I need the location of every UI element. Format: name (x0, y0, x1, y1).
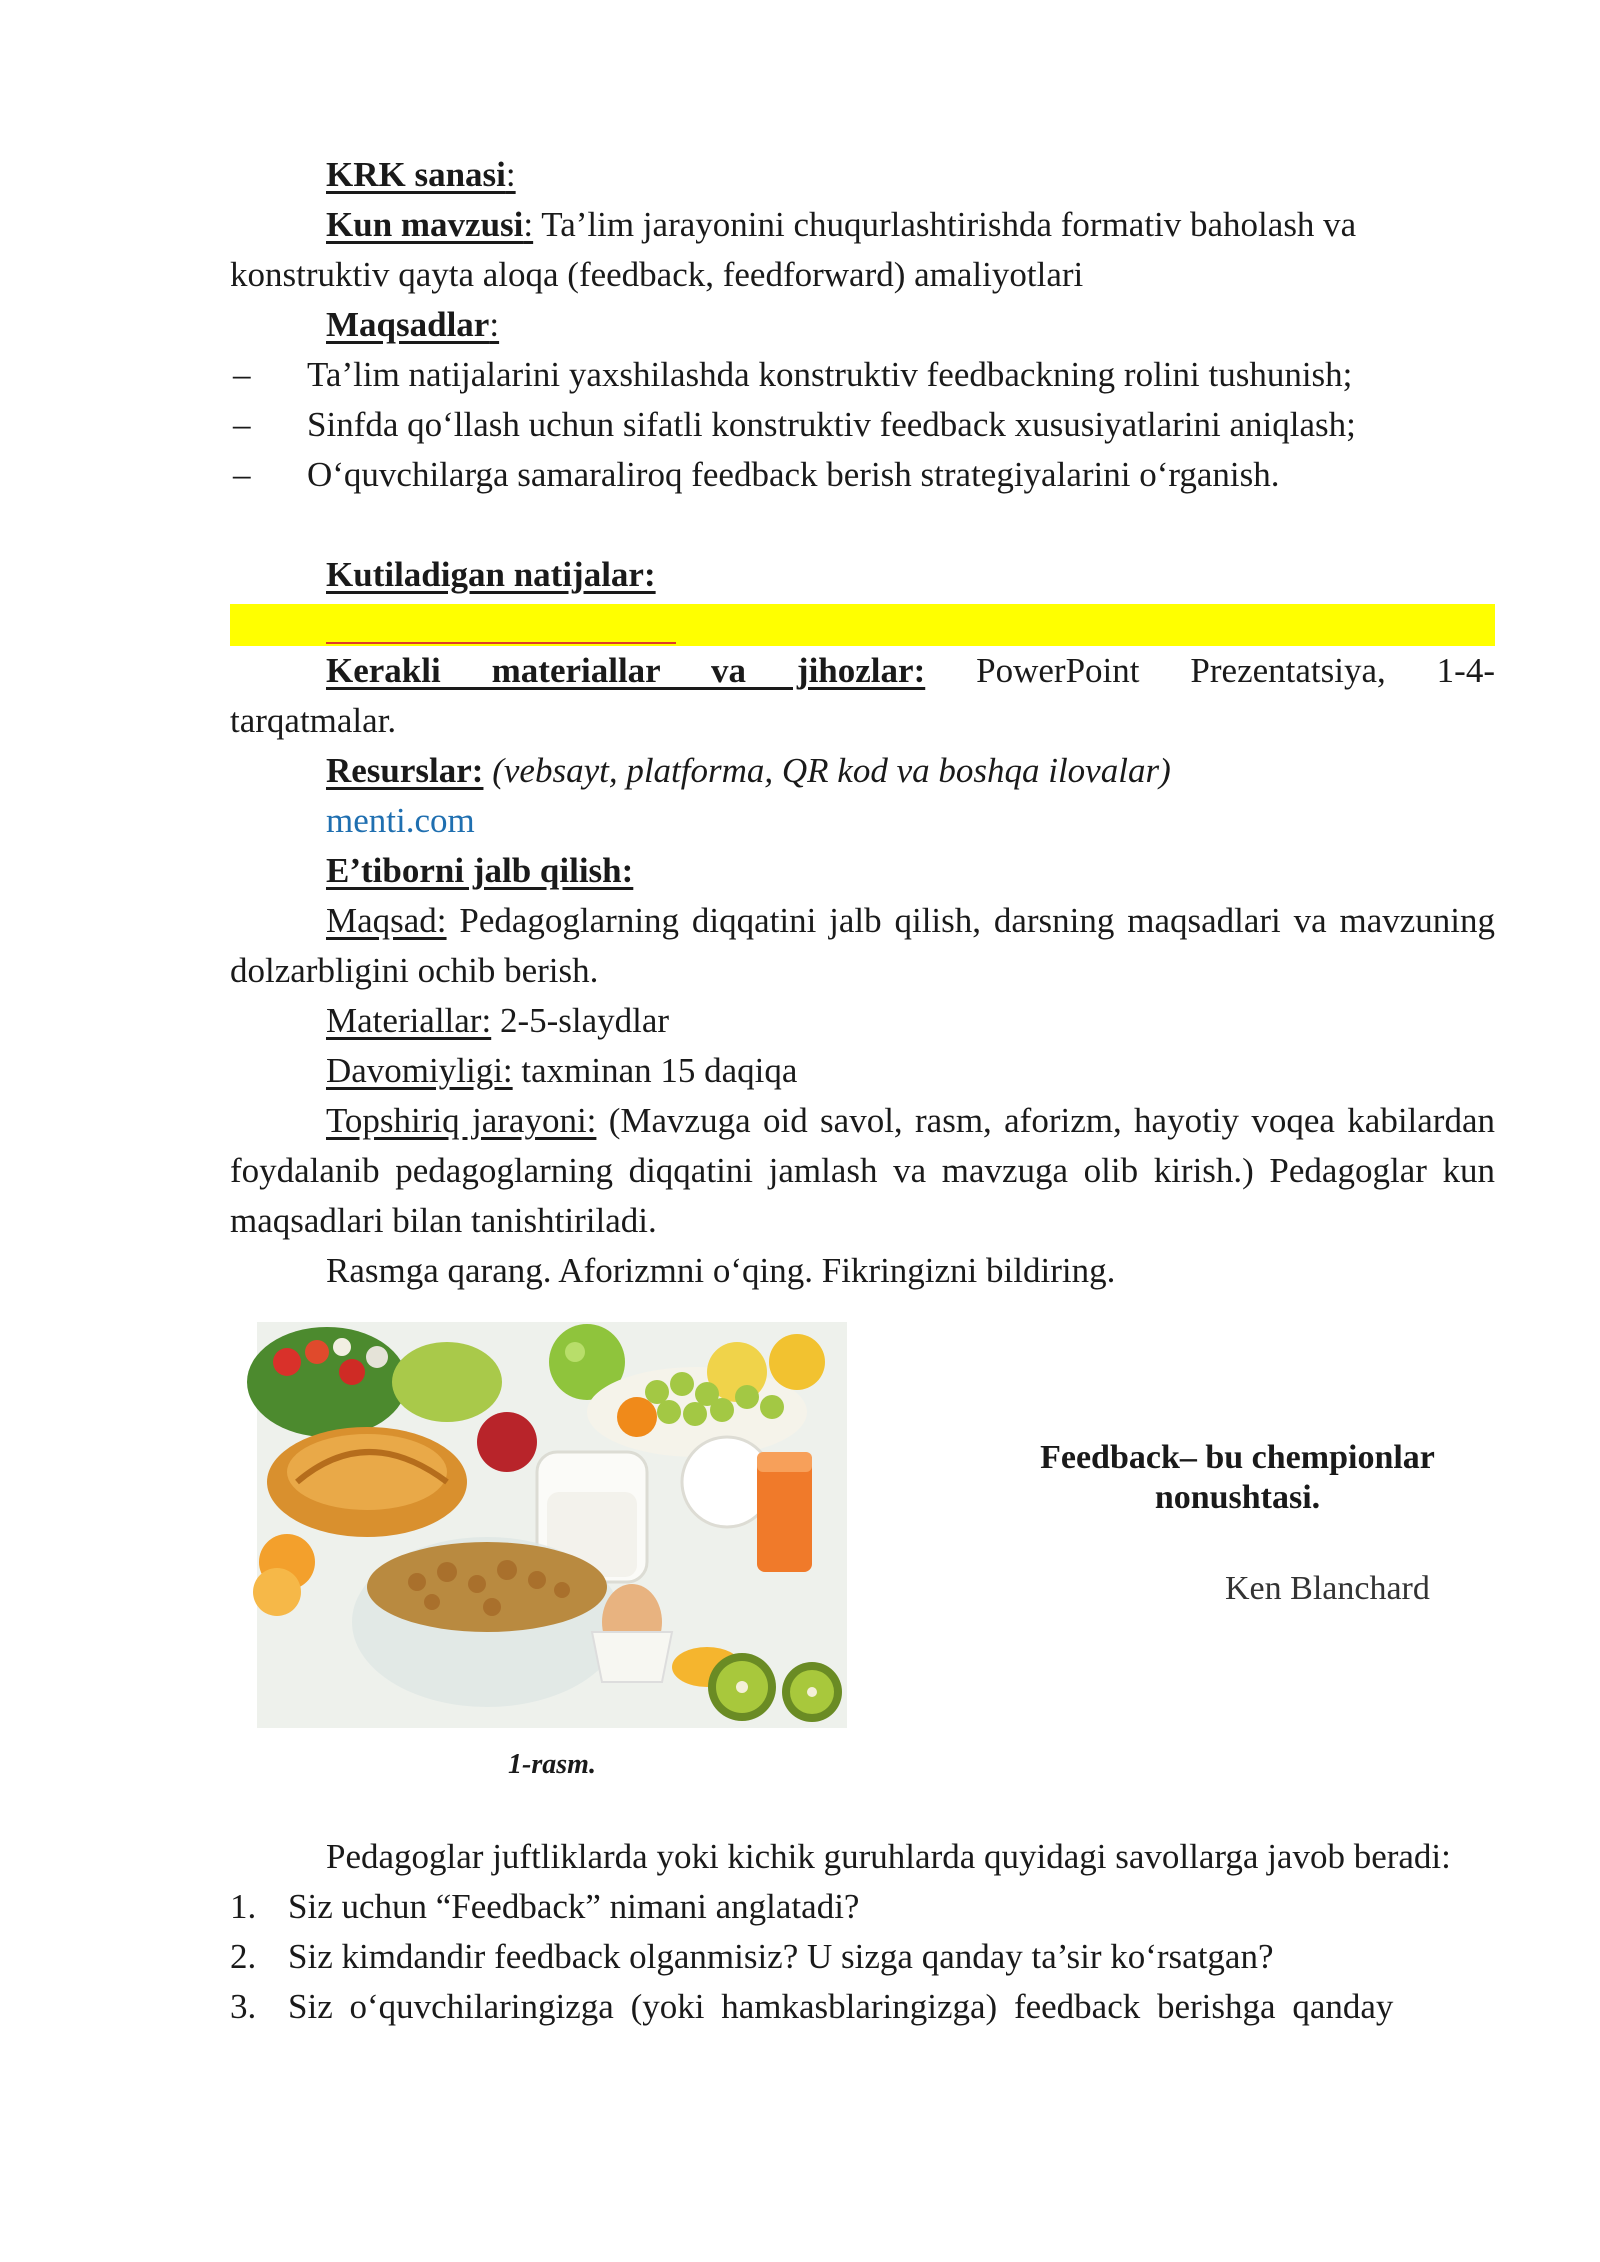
quote-line-1: Feedback– bu chempionlar (1040, 1439, 1435, 1476)
day-topic-label: Kun mavzusi (326, 205, 524, 244)
question-item (230, 1982, 1495, 2032)
goal-item: – O‘quvchilarga samaraliroq feedback berish strategiyalarini o‘rganish. (230, 450, 1495, 500)
aphorism-quote (950, 1438, 1525, 1518)
document-content (230, 150, 1495, 2032)
blank-line (230, 500, 1495, 550)
attention-heading (230, 846, 1495, 896)
goal-item: – Sinfda qo‘llash uchun sifatli konstruktiv feedback xususiyatlarini aniqlash; (230, 400, 1495, 450)
attention-process-label: Topshiriq jarayoni: (326, 1101, 597, 1140)
menti-link[interactable]: menti.com (326, 801, 475, 840)
attention-process-paragraph (230, 1096, 1495, 1246)
pairs-instruction: Pedagoglar juftliklarda yoki kichik guruhlarda quyidagi savollarga javob beradi: (326, 1837, 1451, 1876)
day-topic-colon: : (523, 205, 534, 244)
required-materials-label: Kerakli materiallar va jihozlar: (326, 651, 926, 690)
attention-materials-label: Materiallar: (326, 1001, 492, 1040)
expected-results-label: Kutiladigan natijalar: (326, 555, 656, 594)
red-underline (326, 642, 676, 644)
question-text: Siz o‘quvchilaringizga (yoki hamkasblaringizga) feedback berishga qanday (288, 1987, 1394, 2026)
goal-item: – Ta’lim natijalarini yaxshilashda konstruktiv feedbackning rolini tushunish; (230, 350, 1495, 400)
question-text: Siz kimdandir feedback olganmisiz? U sizga qanday ta’sir ko‘rsatgan? (288, 1937, 1274, 1976)
resources-line (230, 746, 1495, 796)
quote-line-2: nonushtasi. (1154, 1479, 1321, 1516)
day-topic-text: Ta’lim jarayonini chuqurlashtirishda formativ baholash va konstruktiv qayta aloqa (feedback, feedforward) amaliyotlari (230, 205, 1357, 294)
attention-goal-paragraph (230, 896, 1495, 996)
attention-duration-label: Davomiyligi: (326, 1051, 513, 1090)
question-item (230, 1882, 1495, 1932)
day-topic-paragraph (230, 200, 1495, 300)
krk-date-label: KRK sanasi (326, 155, 506, 194)
krk-date-line (230, 150, 1495, 200)
goals-label: Maqsadlar (326, 305, 490, 344)
goals-list (230, 350, 1495, 500)
figure-row (230, 1322, 1495, 1832)
question-item (230, 1932, 1495, 1982)
attention-goal-label: Maqsad: (326, 901, 447, 940)
goals-colon: : (489, 305, 500, 344)
question-number: 3. (230, 1987, 257, 2026)
question-number: 1. (230, 1887, 257, 1926)
breakfast-photo (257, 1322, 847, 1728)
attention-process-text: (Mavzuga oid savol, rasm, aforizm, hayotiy voqea kabilardan foydalanib pedagoglarning diqqatini jamlash va mavzuga olib kirish.) Pedagoglar kun maqsadlari bilan tanishtiriladi. (230, 1101, 1495, 1240)
attention-materials-text: 2-5-slaydlar (491, 1001, 670, 1040)
quote-author: Ken Blanchard (1225, 1570, 1430, 1607)
breakfast-illustration (257, 1322, 847, 1728)
resources-note: (vebsayt, platforma, QR kod va boshqa ilovalar) (483, 751, 1171, 790)
question-text: Siz uchun “Feedback” nimani anglatadi? (288, 1887, 860, 1926)
krk-date-colon: : (505, 155, 516, 194)
figure-caption: 1-rasm. (508, 1749, 596, 1780)
questions-list (230, 1882, 1495, 2032)
resource-link-line (230, 796, 1495, 846)
question-number: 2. (230, 1937, 257, 1976)
required-materials-text: PowerPoint Prezentatsiya, 1-4-tarqatmalar. (230, 651, 1495, 740)
attention-duration-line (230, 1046, 1495, 1096)
expected-results-heading (230, 550, 1495, 600)
attention-label: E’tiborni jalb qilish: (326, 851, 634, 890)
attention-materials-line (230, 996, 1495, 1046)
attention-duration-text: taxminan 15 daqiqa (512, 1051, 798, 1090)
required-materials-paragraph (230, 646, 1495, 746)
highlighted-placeholder (230, 604, 1495, 646)
attention-instruction: Rasmga qarang. Aforizmni o‘qing. Fikringizni bildiring. (326, 1251, 1116, 1290)
attention-goal-text: Pedagoglarning diqqatini jalb qilish, darsning maqsadlari va mavzuning dolzarbligini ochib berish. (230, 901, 1495, 990)
resources-label: Resurslar: (326, 751, 484, 790)
quote-author-cropped (1225, 1570, 1465, 1607)
goals-heading (230, 300, 1495, 350)
